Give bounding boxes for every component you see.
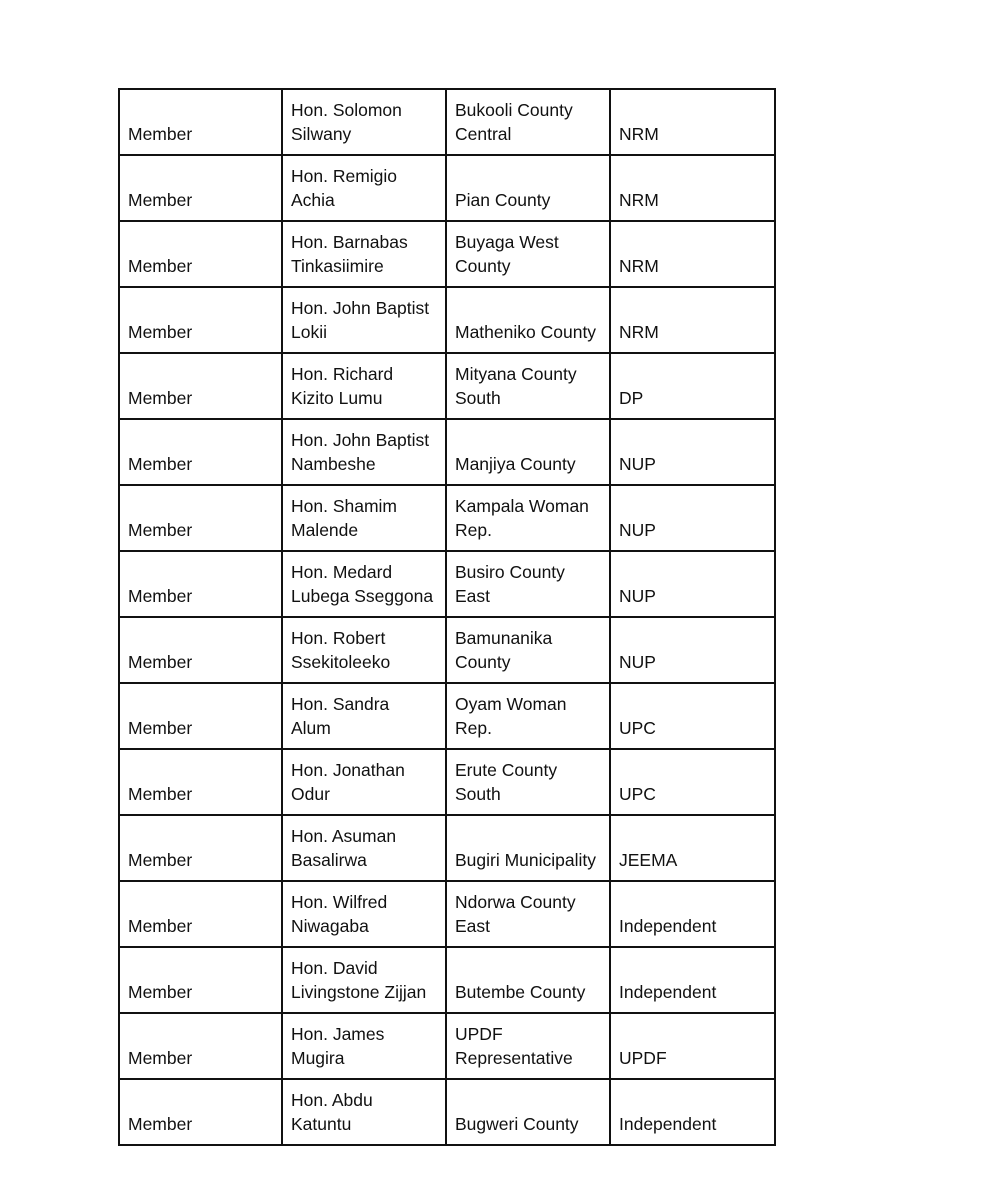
table-row <box>119 155 775 221</box>
constituency-cell: Manjiya County <box>446 419 610 485</box>
constituency-cell: Bamunanika County <box>446 617 610 683</box>
table-row <box>119 881 775 947</box>
table-row <box>119 815 775 881</box>
party-cell: NUP <box>610 551 775 617</box>
role-cell: Member <box>119 287 282 353</box>
name-cell: Hon. Shamim Malende <box>282 485 446 551</box>
table-row <box>119 89 775 155</box>
name-cell: Hon. Abdu Katuntu <box>282 1079 446 1145</box>
name-cell: Hon. Asuman Basalirwa <box>282 815 446 881</box>
table-row <box>119 749 775 815</box>
members-table <box>118 88 776 1146</box>
name-cell: Hon. Barnabas Tinkasiimire <box>282 221 446 287</box>
constituency-cell: Bugweri County <box>446 1079 610 1145</box>
table-row <box>119 617 775 683</box>
name-cell: Hon. Richard Kizito Lumu <box>282 353 446 419</box>
party-cell: Independent <box>610 881 775 947</box>
table-row <box>119 947 775 1013</box>
name-cell: Hon. Remigio Achia <box>282 155 446 221</box>
name-cell: Hon. Sandra Alum <box>282 683 446 749</box>
table-row <box>119 683 775 749</box>
name-cell: Hon. Wilfred Niwagaba <box>282 881 446 947</box>
party-cell: NUP <box>610 419 775 485</box>
constituency-cell: Pian County <box>446 155 610 221</box>
party-cell: Independent <box>610 1079 775 1145</box>
constituency-cell: Oyam Woman Rep. <box>446 683 610 749</box>
role-cell: Member <box>119 815 282 881</box>
party-cell: NRM <box>610 155 775 221</box>
name-cell: Hon. Jonathan Odur <box>282 749 446 815</box>
name-cell: Hon. Medard Lubega Sseggona <box>282 551 446 617</box>
constituency-cell: Erute County South <box>446 749 610 815</box>
party-cell: DP <box>610 353 775 419</box>
constituency-cell: Butembe County <box>446 947 610 1013</box>
party-cell: UPC <box>610 683 775 749</box>
party-cell: NRM <box>610 89 775 155</box>
table-row <box>119 551 775 617</box>
party-cell: Independent <box>610 947 775 1013</box>
constituency-cell: Buyaga West County <box>446 221 610 287</box>
party-cell: NUP <box>610 485 775 551</box>
party-cell: UPDF <box>610 1013 775 1079</box>
table-row <box>119 1079 775 1145</box>
name-cell: Hon. James Mugira <box>282 1013 446 1079</box>
party-cell: UPC <box>610 749 775 815</box>
table-row <box>119 485 775 551</box>
constituency-cell: UPDF Representative <box>446 1013 610 1079</box>
party-cell: JEEMA <box>610 815 775 881</box>
name-cell: Hon. David Livingstone Zijjan <box>282 947 446 1013</box>
role-cell: Member <box>119 947 282 1013</box>
constituency-cell: Bukooli County Central <box>446 89 610 155</box>
role-cell: Member <box>119 617 282 683</box>
table-row <box>119 353 775 419</box>
role-cell: Member <box>119 89 282 155</box>
name-cell: Hon. John Baptist Lokii <box>282 287 446 353</box>
table-row <box>119 1013 775 1079</box>
name-cell: Hon. Solomon Silwany <box>282 89 446 155</box>
party-cell: NRM <box>610 287 775 353</box>
party-cell: NUP <box>610 617 775 683</box>
constituency-cell: Bugiri Municipality <box>446 815 610 881</box>
table-row <box>119 221 775 287</box>
role-cell: Member <box>119 1079 282 1145</box>
role-cell: Member <box>119 485 282 551</box>
role-cell: Member <box>119 749 282 815</box>
constituency-cell: Matheniko County <box>446 287 610 353</box>
members-table-body <box>119 89 775 1145</box>
role-cell: Member <box>119 419 282 485</box>
role-cell: Member <box>119 1013 282 1079</box>
table-row <box>119 287 775 353</box>
constituency-cell: Busiro County East <box>446 551 610 617</box>
constituency-cell: Mityana County South <box>446 353 610 419</box>
party-cell: NRM <box>610 221 775 287</box>
role-cell: Member <box>119 221 282 287</box>
name-cell: Hon. John Baptist Nambeshe <box>282 419 446 485</box>
name-cell: Hon. Robert Ssekitoleeko <box>282 617 446 683</box>
constituency-cell: Ndorwa County East <box>446 881 610 947</box>
role-cell: Member <box>119 551 282 617</box>
role-cell: Member <box>119 683 282 749</box>
table-row <box>119 419 775 485</box>
role-cell: Member <box>119 881 282 947</box>
role-cell: Member <box>119 353 282 419</box>
constituency-cell: Kampala Woman Rep. <box>446 485 610 551</box>
role-cell: Member <box>119 155 282 221</box>
